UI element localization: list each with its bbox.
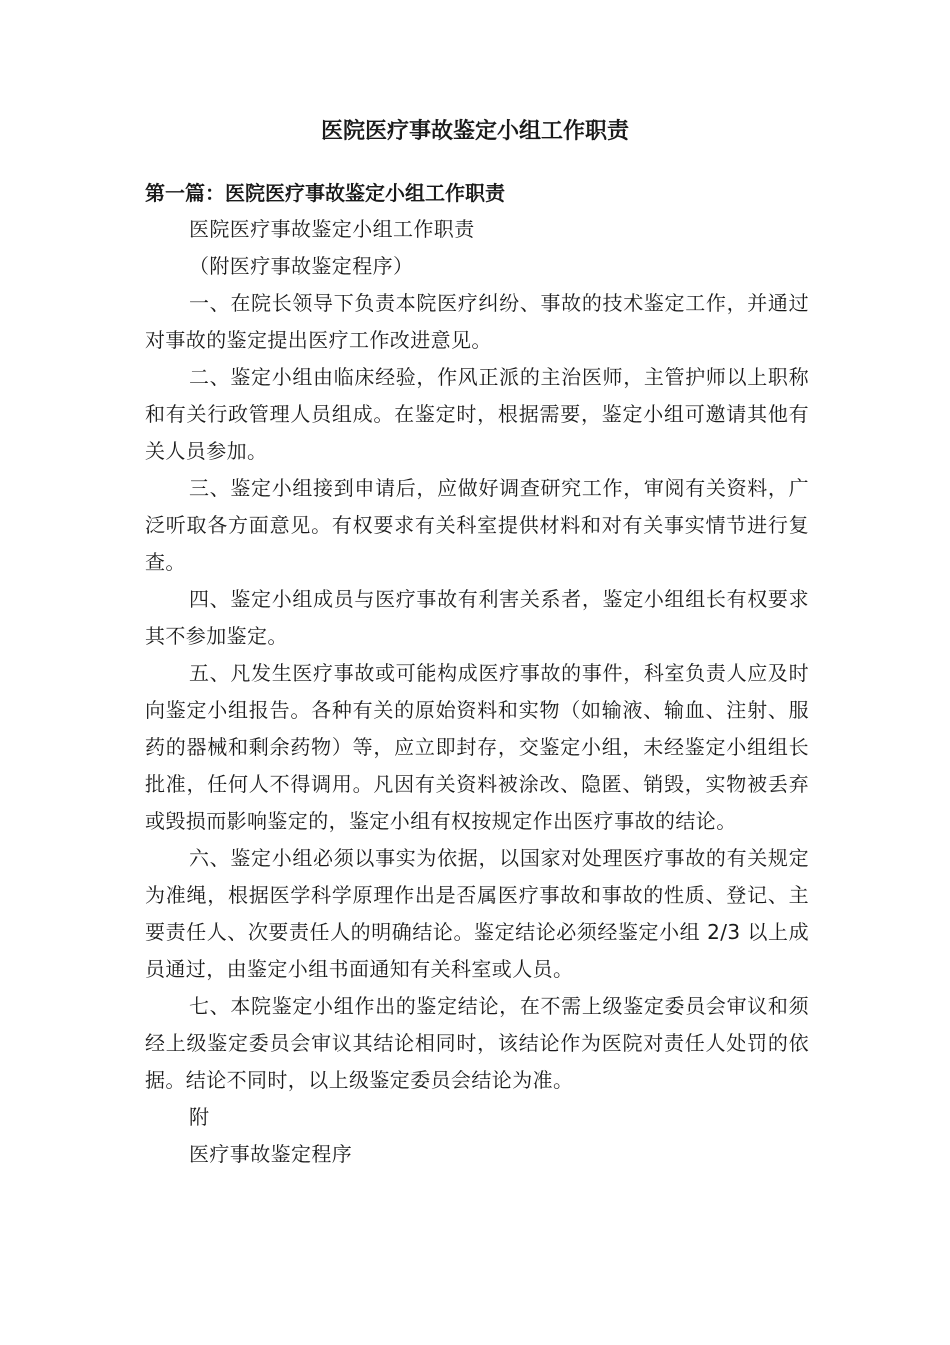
body-paragraph: （附医疗事故鉴定程序） <box>189 254 414 278</box>
document-body <box>145 211 809 1173</box>
document-title: 医院医疗事故鉴定小组工作职责 <box>320 118 629 144</box>
body-paragraph: 二、鉴定小组由临床经验，作风正派的主治医师，主管护师以上职称和有关行政管理人员组成。在鉴定时，根据需要，鉴定小组可邀请其他有关人员参加。 <box>145 365 809 463</box>
body-paragraph: 三、鉴定小组接到申请后，应做好调查研究工作，审阅有关资料，广泛听取各方面意见。有权要求有关科室提供材料和对有关事实情节进行复查。 <box>145 476 809 574</box>
body-paragraph: 五、凡发生医疗事故或可能构成医疗事故的事件，科室负责人应及时向鉴定小组报告。各种有关的原始资料和实物（如输液、输血、注射、服药的器械和剩余药物）等，应立即封存，交鉴定小组，未经鉴定小组组长批准，任何人不得调用。凡因有关资料被涂改、隐匿、销毁，实物被丢弃或毁损而影响鉴定的，鉴定小组有权按规定作出医疗事故的结论。 <box>145 661 809 833</box>
body-paragraph: 一、在院长领导下负责本院医疗纠纷、事故的技术鉴定工作，并通过对事故的鉴定提出医疗工作改进意见。 <box>145 291 809 352</box>
body-paragraph: 七、本院鉴定小组作出的鉴定结论，在不需上级鉴定委员会审议和须经上级鉴定委员会审议其结论相同时，该结论作为医院对责任人处罚的依据。结论不同时，以上级鉴定委员会结论为准。 <box>145 994 809 1092</box>
body-paragraph: 六、鉴定小组必须以事实为依据，以国家对处理医疗事故的有关规定为准绳，根据医学科学原理作出是否属医疗事故和事故的性质、登记、主要责任人、次要责任人的明确结论。鉴定结论必须经鉴定小组 2/3 以上成员通过，由鉴定小组书面通知有关科室或人员。 <box>145 846 809 981</box>
section-heading: 第一篇：医院医疗事故鉴定小组工作职责 <box>145 181 505 205</box>
body-paragraph: 附 <box>189 1105 210 1129</box>
body-paragraph: 医疗事故鉴定程序 <box>189 1142 353 1166</box>
body-paragraph: 四、鉴定小组成员与医疗事故有利害关系者，鉴定小组组长有权要求其不参加鉴定。 <box>145 587 809 648</box>
body-paragraph: 医院医疗事故鉴定小组工作职责 <box>189 217 475 241</box>
